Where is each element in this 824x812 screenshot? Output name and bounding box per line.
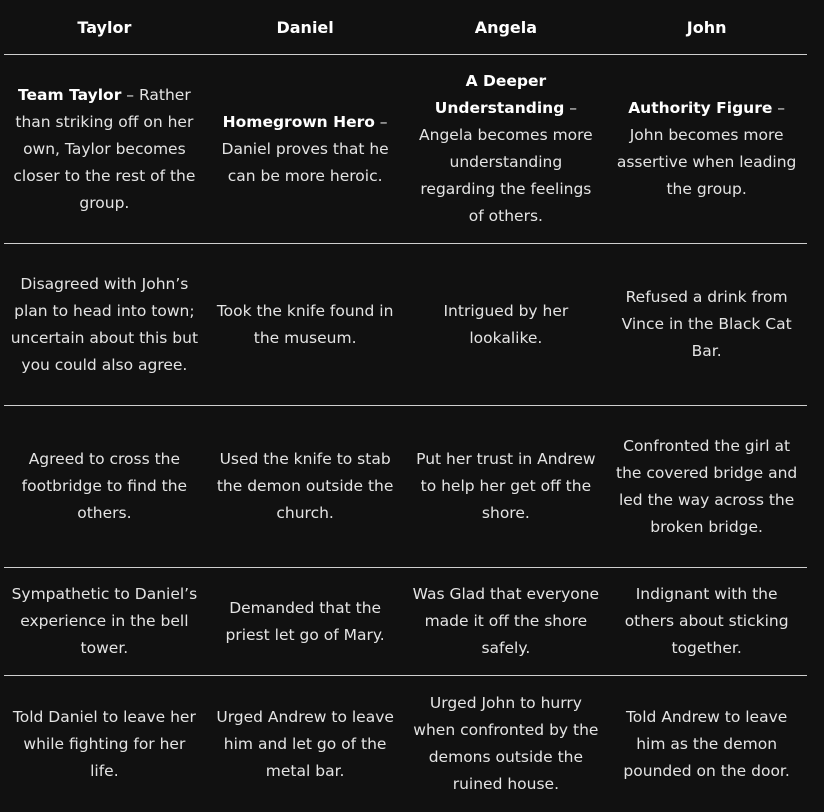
trait-description: John becomes more assertive when leading the group. xyxy=(617,126,797,198)
trait-description: Daniel proves that he can be more heroic. xyxy=(222,140,389,185)
trait-title: A Deeper Understanding xyxy=(435,72,565,117)
table-row xyxy=(4,244,807,406)
trait-description: Rather than striking off on her own, Taylor becomes closer to the rest of the group. xyxy=(13,86,195,212)
column-header-john: John xyxy=(606,0,807,55)
table-cell: Disagreed with John’s plan to head into town; uncertain about this but you could also agree. xyxy=(4,244,205,406)
header-row xyxy=(4,0,807,55)
table-cell: Demanded that the priest let go of Mary. xyxy=(205,568,406,676)
table-row-traits xyxy=(4,55,807,244)
column-header-angela: Angela xyxy=(406,0,607,55)
table-row xyxy=(4,676,807,812)
table-cell: Intrigued by her lookalike. xyxy=(406,244,607,406)
trait-description: Angela becomes more understanding regarding the feelings of others. xyxy=(419,126,593,225)
column-header-taylor: Taylor xyxy=(4,0,205,55)
table-cell: Homegrown Hero – Daniel proves that he can be more heroic. xyxy=(205,55,406,244)
table-cell: Authority Figure – John becomes more assertive when leading the group. xyxy=(606,55,807,244)
table-cell: Took the knife found in the museum. xyxy=(205,244,406,406)
table-cell: Urged Andrew to leave him and let go of the metal bar. xyxy=(205,676,406,812)
table-cell: A Deeper Understanding – Angela becomes more understanding regarding the feelings of others. xyxy=(406,55,607,244)
table-cell: Refused a drink from Vince in the Black Cat Bar. xyxy=(606,244,807,406)
table-cell: Told Andrew to leave him as the demon pounded on the door. xyxy=(606,676,807,812)
table-cell: Agreed to cross the footbridge to find the others. xyxy=(4,406,205,568)
table-cell: Urged John to hurry when confronted by the demons outside the ruined house. xyxy=(406,676,607,812)
trait-title: Homegrown Hero xyxy=(223,113,375,131)
trait-title: Authority Figure xyxy=(628,99,772,117)
table-cell: Used the knife to stab the demon outside the church. xyxy=(205,406,406,568)
table-cell: Indignant with the others about sticking together. xyxy=(606,568,807,676)
table-cell: Team Taylor – Rather than striking off on her own, Taylor becomes closer to the rest of the group. xyxy=(4,55,205,244)
table-cell: Confronted the girl at the covered bridge and led the way across the broken bridge. xyxy=(606,406,807,568)
character-choices-table xyxy=(4,0,807,812)
table-row xyxy=(4,406,807,568)
table-cell: Put her trust in Andrew to help her get off the shore. xyxy=(406,406,607,568)
table-cell: Sympathetic to Daniel’s experience in the bell tower. xyxy=(4,568,205,676)
table-row xyxy=(4,568,807,676)
column-header-daniel: Daniel xyxy=(205,0,406,55)
table-cell: Was Glad that everyone made it off the shore safely. xyxy=(406,568,607,676)
trait-title: Team Taylor xyxy=(18,86,121,104)
table-cell: Told Daniel to leave her while fighting for her life. xyxy=(4,676,205,812)
